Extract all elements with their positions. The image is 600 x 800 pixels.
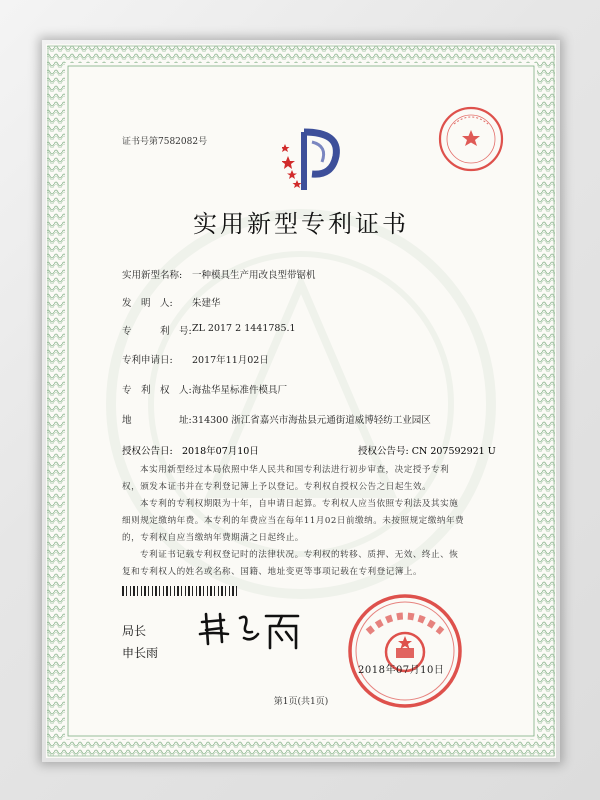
field-label-inventor: 发 明 人:	[122, 298, 173, 309]
field-label-filing-date: 专利申请日:	[122, 355, 173, 366]
barcode-bar	[181, 586, 182, 596]
barcode-bar	[188, 586, 190, 596]
field-label-address: 地 址:	[122, 415, 192, 426]
barcode-bar	[144, 586, 146, 596]
barcode-bar	[210, 586, 212, 596]
barcode-bar	[130, 586, 131, 596]
barcode	[122, 586, 242, 596]
field-value-name: 一种模具生产用改良型带锯机	[192, 270, 316, 281]
barcode-bar	[214, 586, 215, 596]
field-value-patent-no: ZL 2017 2 1441785.1	[192, 323, 296, 334]
barcode-bar	[133, 586, 135, 596]
publication-date: 2018年07月10日	[182, 446, 259, 457]
barcode-bar	[155, 586, 157, 596]
field-value-inventor: 朱建华	[192, 298, 221, 309]
seal-date: 2018年07月10日	[358, 665, 445, 676]
patent-office-seal-stamp	[436, 104, 506, 174]
barcode-bar	[148, 586, 149, 596]
barcode-bar	[126, 586, 127, 596]
director-role: 局长	[122, 624, 147, 638]
barcode-bar	[159, 586, 160, 596]
barcode-bar	[221, 586, 223, 596]
barcode-bar	[192, 586, 193, 596]
certificate-title: 实用新型专利证书	[193, 210, 409, 238]
barcode-bar	[203, 586, 204, 596]
certificate-paper	[46, 44, 556, 758]
barcode-bar	[199, 586, 201, 596]
paragraph-term: 本专利的专利权期限为十年，自申请日起算。专利权人应当依照专利法及其实施细则规定缴纳年费。本专利的年费应当在每年11月02日前缴纳。未按照规定缴纳年费的，专利权自应当缴纳年费期满之日起终止。	[122, 499, 465, 543]
field-value-address: 314300 浙江省嘉兴市海盐县元通街道威博轻纺工业园区	[192, 415, 431, 426]
field-label-patentee: 专 利 权 人:	[122, 385, 192, 396]
barcode-bar	[236, 586, 237, 596]
barcode-bar	[152, 586, 153, 596]
barcode-bar	[185, 586, 186, 596]
director-signature	[196, 604, 306, 654]
paragraph-grant: 本实用新型经过本局依照中华人民共和国专利法进行初步审查，决定授予专利权，颁发本证书并在专利登记簿上予以登记。专利权自授权公告之日起生效。	[122, 465, 450, 492]
announcement-number: 授权公告号: CN 207592921 U	[358, 446, 496, 457]
barcode-bar	[166, 586, 168, 596]
page-number: 第1页(共1页)	[273, 697, 329, 707]
patent-office-logo-icon	[282, 124, 344, 194]
barcode-bar	[141, 586, 142, 596]
field-value-patentee: 海盐华星标准件模具厂	[192, 385, 288, 396]
director-name: 申长雨	[122, 646, 159, 660]
barcode-bar	[225, 586, 226, 596]
barcode-bar	[232, 586, 234, 596]
field-label-patent-no: 专 利 号:	[122, 326, 192, 337]
field-value-filing-date: 2017年11月02日	[192, 355, 269, 366]
certificate-number: 证书号第7582082号	[122, 137, 208, 147]
national-ip-office-seal-stamp	[346, 592, 464, 710]
paragraph-register: 专利证书记载专利权登记时的法律状况。专利权的转移、质押、无效、终止、恢复和专利权人的姓名或名称、国籍、地址变更等事项记载在专利登记簿上。	[122, 550, 459, 577]
barcode-bar	[174, 586, 175, 596]
barcode-bar	[137, 586, 138, 596]
field-label-name: 实用新型名称:	[122, 270, 183, 281]
barcode-bar	[218, 586, 219, 596]
barcode-bar	[170, 586, 171, 596]
publication-date-label: 授权公告日:	[122, 446, 173, 457]
barcode-bar	[207, 586, 208, 596]
barcode-bar	[196, 586, 197, 596]
barcode-bar	[122, 586, 124, 596]
barcode-bar	[177, 586, 179, 596]
barcode-bar	[229, 586, 230, 596]
barcode-bar	[163, 586, 164, 596]
